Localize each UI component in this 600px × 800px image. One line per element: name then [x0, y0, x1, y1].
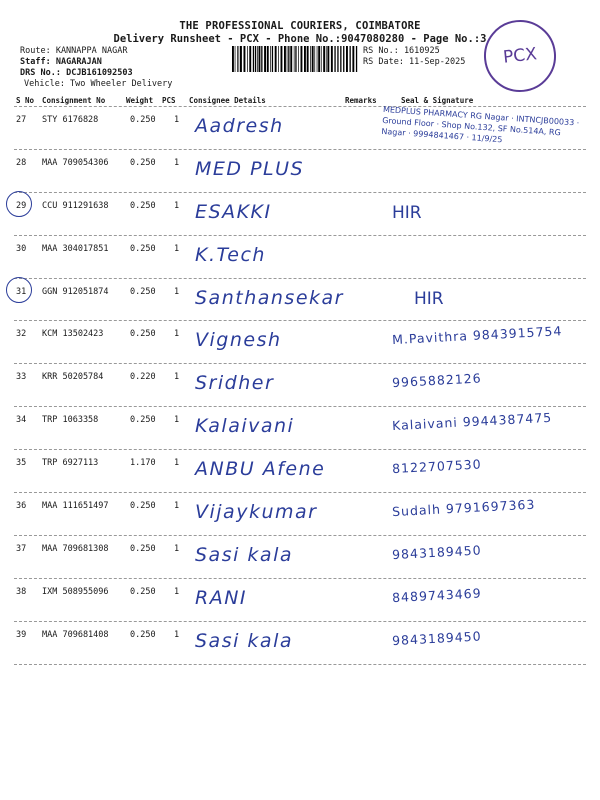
consignment-number: MAA 709681408 — [42, 629, 109, 640]
col-consignee: Consignee Details — [189, 96, 266, 105]
col-weight: Weight — [126, 96, 154, 105]
weight-value: 0.220 — [130, 372, 156, 383]
consignment-number: TRP 6927113 — [42, 458, 99, 469]
pieces-count: 1 — [174, 200, 180, 211]
weight-value: 0.250 — [130, 286, 156, 297]
table-row — [14, 104, 586, 150]
consignment-number: TRP 1063358 — [42, 415, 99, 426]
signature-seal: M.Pavithra 9843915754 — [391, 323, 563, 348]
route-info — [20, 46, 172, 90]
drs-line: DRS No.: DCJB161092503 — [20, 68, 133, 78]
table-row — [14, 622, 586, 665]
table-row — [14, 364, 586, 407]
weight-value: 0.250 — [130, 543, 156, 554]
pieces-count: 1 — [174, 286, 180, 297]
consignee-name-handwritten: Sasi kala — [195, 629, 293, 652]
table-row — [14, 193, 586, 236]
serial-number: 28 — [16, 157, 27, 168]
signature-seal: 8489743469 — [391, 585, 482, 605]
table-row — [14, 150, 586, 193]
table-row — [14, 279, 586, 322]
serial-number: 39 — [16, 629, 27, 640]
route-line: Route: KANNAPPA NAGAR — [20, 46, 128, 56]
serial-number: 35 — [16, 458, 27, 469]
table-row — [14, 493, 586, 536]
serial-number: 38 — [16, 586, 27, 597]
table-row — [14, 536, 586, 579]
consignee-name-handwritten: Vignesh — [195, 329, 282, 352]
consignee-name-handwritten: Sasi kala — [195, 543, 293, 566]
signature-seal: 9965882126 — [391, 370, 482, 391]
weight-value: 0.250 — [130, 501, 156, 512]
weight-value: 0.250 — [130, 629, 156, 640]
weight-value: 0.250 — [130, 415, 156, 426]
pieces-count: 1 — [174, 115, 180, 125]
serial-number: 36 — [16, 501, 27, 512]
consignee-name-handwritten: Kalaivani — [195, 415, 295, 438]
weight-value: 0.250 — [130, 243, 156, 254]
runsheet-subtitle: Delivery Runsheet - PCX - Phone No.:9047080280 - Page No.:3 — [113, 33, 487, 45]
table-row — [14, 579, 586, 622]
serial-number: 37 — [16, 543, 27, 554]
weight-value: 0.250 — [130, 115, 156, 125]
handwritten-circle-mark — [6, 277, 32, 303]
consignment-number: KRR 50205784 — [42, 372, 104, 383]
signature-seal: Sudalh 9791697363 — [391, 496, 536, 520]
signature-seal: HIR — [392, 202, 422, 223]
handwritten-circle-mark — [6, 191, 32, 217]
col-pcs: PCS — [162, 96, 176, 105]
serial-number: 34 — [16, 415, 27, 426]
serial-number: 29 — [16, 200, 27, 211]
consignee-name-handwritten: Aadresh — [195, 115, 284, 137]
consignment-number: MAA 304017851 — [42, 243, 109, 254]
pieces-count: 1 — [174, 543, 180, 554]
pieces-count: 1 — [174, 629, 180, 640]
signature-seal: MEDPLUS PHARMACY RG Nagar · INTNCJB00033 · Ground Floor · Shop No.132, SF No.514A, RG Nagar · 9994841467 · 11/9/25 — [381, 104, 580, 145]
pieces-count: 1 — [174, 458, 180, 469]
vehicle-line: Vehicle: Two Wheeler Delivery — [24, 79, 173, 89]
serial-number: 27 — [16, 115, 27, 125]
table-row — [14, 321, 586, 364]
rs-number: RS No.: 1610925 — [363, 46, 440, 56]
table-row — [14, 236, 586, 279]
table-body — [14, 104, 586, 665]
signature-seal: Kalaivani 9944387475 — [391, 409, 553, 434]
pieces-count: 1 — [174, 329, 180, 340]
rs-info — [363, 46, 465, 68]
consignee-name-handwritten: ESAKKI — [195, 200, 272, 223]
serial-number: 33 — [16, 372, 27, 383]
company-title: THE PROFESSIONAL COURIERS, COIMBATORE — [179, 20, 421, 32]
col-sno: S No — [16, 96, 35, 105]
consignee-name-handwritten: K.Tech — [195, 243, 266, 266]
weight-value: 0.250 — [130, 200, 156, 211]
consignment-number: STY 6176828 — [42, 115, 99, 125]
col-consignment: Consignment No — [42, 96, 106, 105]
pieces-count: 1 — [174, 415, 180, 426]
consignment-number: MAA 111651497 — [42, 501, 109, 512]
pieces-count: 1 — [174, 372, 180, 383]
signature-seal: 9843189450 — [391, 542, 482, 563]
barcode — [232, 46, 358, 72]
serial-number: 30 — [16, 243, 27, 254]
consignee-name-handwritten: MED PLUS — [195, 157, 305, 180]
col-seal: Seal & Signature — [401, 96, 474, 105]
consignee-name-handwritten: Sridher — [195, 372, 275, 395]
consignee-name-handwritten: ANBU Afene — [195, 458, 326, 481]
staff-line: Staff: NAGARAJAN — [20, 57, 102, 67]
consignment-number: GGN 912051874 — [42, 286, 109, 297]
weight-value: 1.170 — [130, 458, 156, 469]
weight-value: 0.250 — [130, 329, 156, 340]
consignment-number: KCM 13502423 — [42, 329, 104, 340]
serial-number: 32 — [16, 329, 27, 340]
col-remarks: Remarks — [345, 96, 377, 105]
signature-seal: HIR — [414, 288, 444, 309]
rs-date: RS Date: 11-Sep-2025 — [363, 57, 466, 67]
delivery-table — [14, 95, 586, 665]
pieces-count: 1 — [174, 243, 180, 254]
table-header — [14, 95, 586, 107]
consignment-number: IXM 508955096 — [42, 586, 109, 597]
table-row — [14, 407, 586, 450]
pieces-count: 1 — [174, 586, 180, 597]
consignee-name-handwritten: RANI — [195, 586, 248, 609]
consignment-number: MAA 709054306 — [42, 157, 109, 168]
consignee-name-handwritten: Santhansekar — [195, 286, 344, 309]
signature-seal: 8122707530 — [391, 456, 482, 477]
consignment-number: CCU 911291638 — [42, 200, 109, 211]
table-row — [14, 450, 586, 493]
serial-number: 31 — [16, 286, 27, 297]
pcx-stamp: PCX — [480, 16, 559, 95]
weight-value: 0.250 — [130, 157, 156, 168]
consignment-number: MAA 709681308 — [42, 543, 109, 554]
signature-seal: 9843189450 — [391, 628, 482, 648]
pieces-count: 1 — [174, 501, 180, 512]
weight-value: 0.250 — [130, 586, 156, 597]
pieces-count: 1 — [174, 157, 180, 168]
consignee-name-handwritten: Vijaykumar — [195, 501, 318, 524]
